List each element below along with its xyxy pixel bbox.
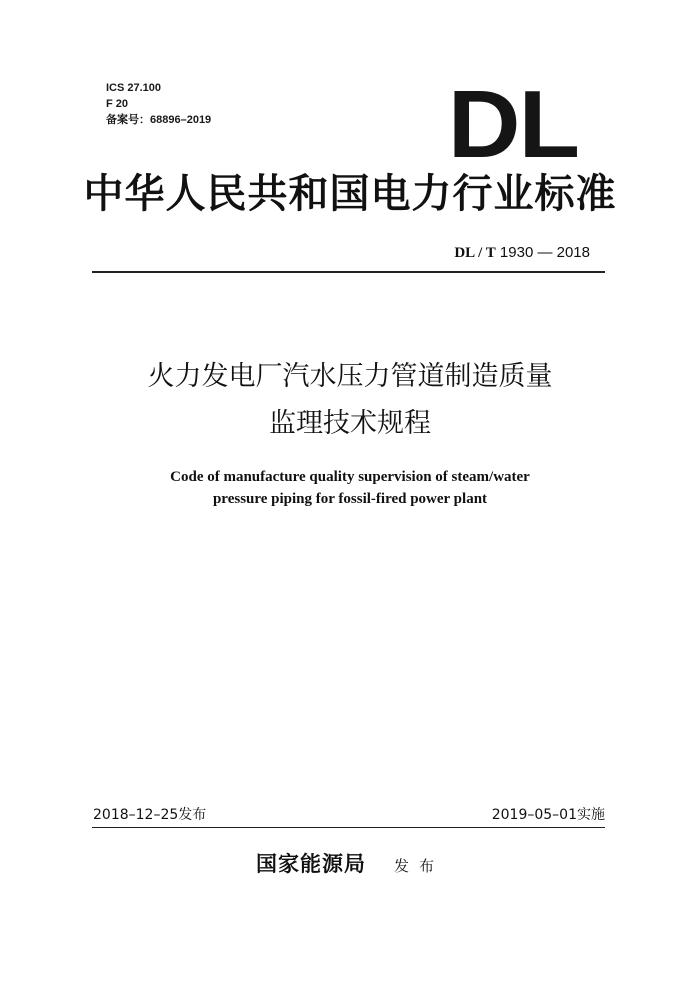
standard-code <box>454 244 590 262</box>
release-date: 2018–12–25发布 <box>93 807 207 823</box>
issuer-action: 发布 <box>393 857 444 875</box>
record-number: 备案号：68896–2019 <box>106 114 212 126</box>
dl-logo: DL <box>447 71 578 178</box>
classification-block <box>106 80 211 128</box>
issuer-line <box>0 850 700 880</box>
standard-code-number: 1930 — 2018 <box>495 244 590 261</box>
title-chinese-line-1: 火力发电厂汽水压力管道制造质量 <box>147 361 553 392</box>
title-english-line-2: pressure piping for fossil-fired power plant <box>212 491 488 507</box>
ics-code: ICS 27.100 <box>106 82 162 94</box>
ccs-code: F 20 <box>106 98 129 110</box>
standard-category-title: 中华人民共和国电力行业标准 <box>83 170 617 217</box>
standard-code-prefix: DL / T <box>454 245 496 261</box>
top-divider <box>92 271 605 273</box>
bottom-divider <box>92 827 605 828</box>
issuer-organization: 国家能源局 <box>255 851 366 876</box>
title-chinese-line-2: 监理技术规程 <box>269 408 431 439</box>
effective-date: 2019–05–01实施 <box>491 807 605 823</box>
title-english-line-1: Code of manufacture quality supervision of steam/water <box>170 469 530 485</box>
